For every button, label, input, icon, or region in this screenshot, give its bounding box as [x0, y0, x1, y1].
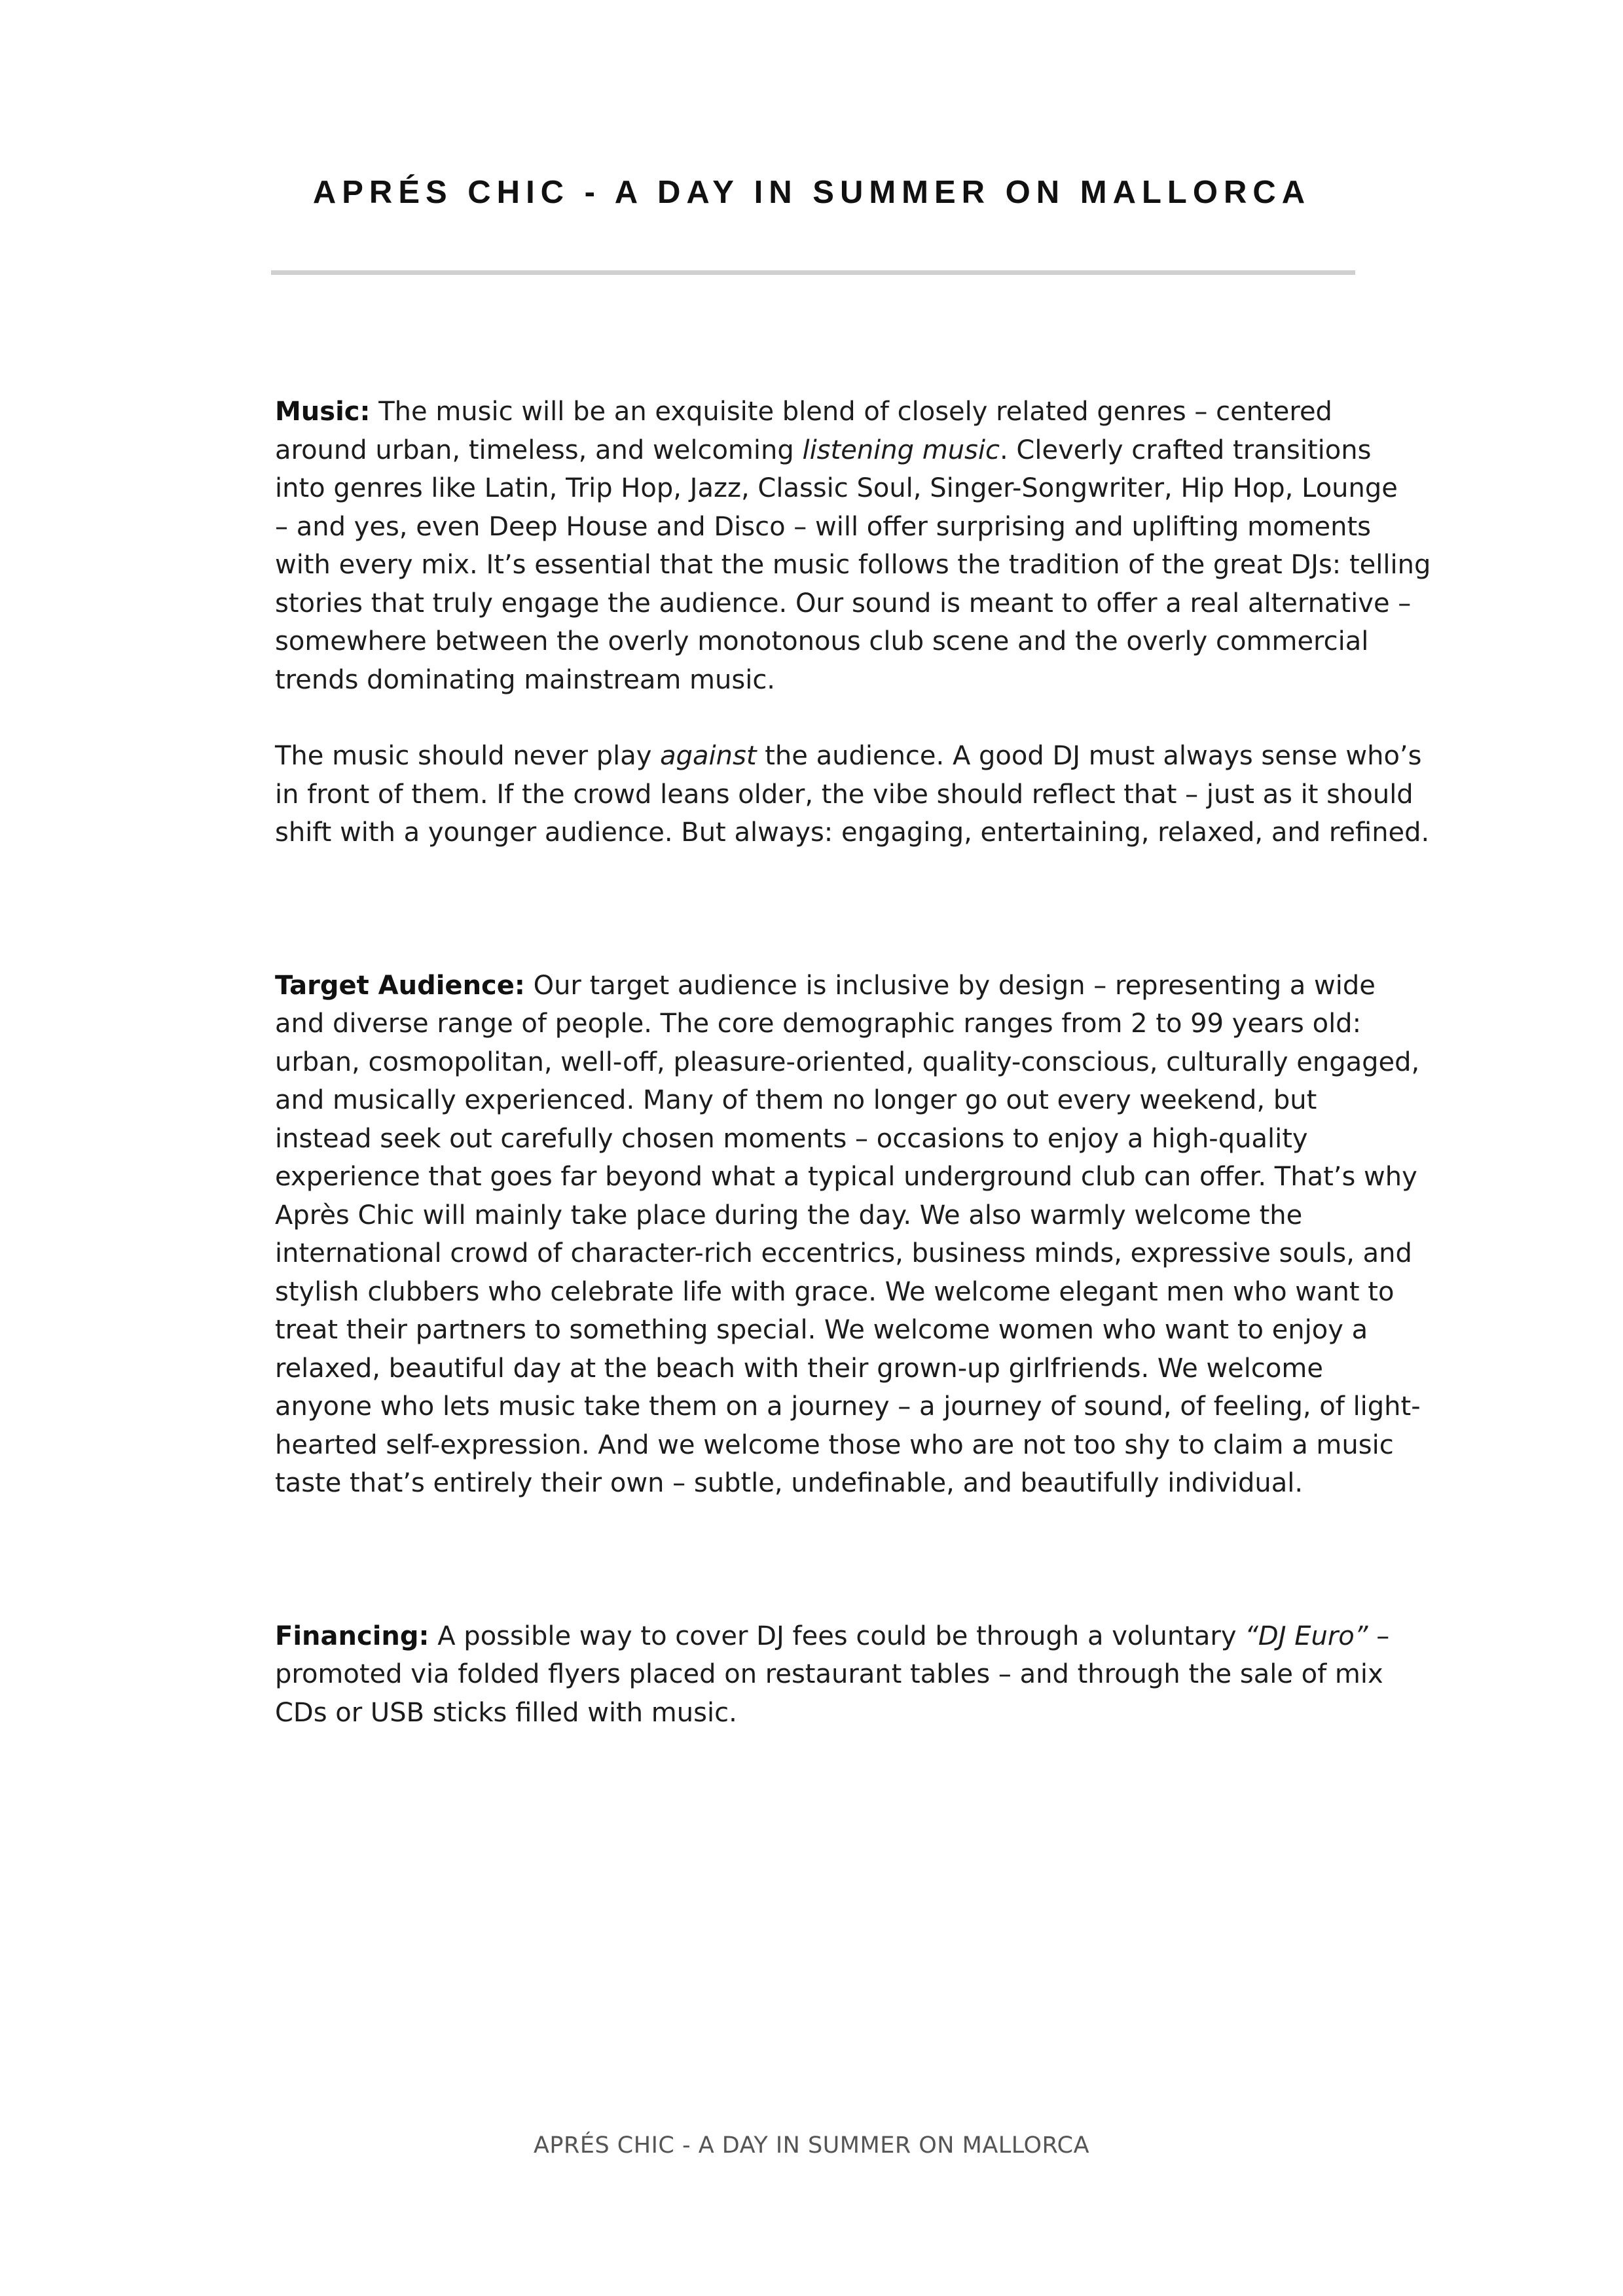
- text-line: instead seek out carefully chosen moments – occasions to enjoy a high-quality: [275, 1123, 1308, 1154]
- emphasis-text: listening music: [802, 435, 1000, 465]
- text-line: [275, 393, 1362, 431]
- text-line: Après Chic will mainly take place during the day. We also warmly welcome the: [275, 1200, 1303, 1230]
- emphasis-text: “DJ Euro”: [1245, 1621, 1368, 1651]
- music-paragraph: [275, 393, 1431, 699]
- target-audience-label: Target Audience:: [275, 970, 525, 1001]
- text-line: [275, 737, 1422, 776]
- text-fragment: . Cleverly crafted transitions: [1000, 435, 1372, 465]
- financing-paragraph: [275, 1617, 1390, 1732]
- text-line: and diverse range of people. The core demographic ranges from 2 to 99 years old:: [275, 1009, 1362, 1039]
- paragraph-gap: [275, 699, 1362, 737]
- text-line: promoted via folded flyers placed on restaurant tables – and through the sale of mix: [275, 1659, 1383, 1689]
- page-footer: APRÉS CHIC - A DAY IN SUMMER ON MALLORCA: [533, 2132, 1090, 2159]
- page-title: APRÉS CHIC - A DAY IN SUMMER ON MALLORCA: [312, 175, 1311, 210]
- section-gap: [275, 852, 1362, 967]
- text-line: taste that’s entirely their own – subtle, undefinable, and beautifully individual.: [275, 1468, 1304, 1498]
- text-line: stories that truly engage the audience. Our sound is meant to offer a real alternative –: [275, 588, 1412, 619]
- text-line: relaxed, beautiful day at the beach with their grown-up girlfriends. We welcome: [275, 1353, 1323, 1384]
- music-audience-paragraph: [275, 737, 1430, 852]
- text-line: shift with a younger audience. But always: engaging, entertaining, relaxed, and refined.: [275, 817, 1430, 848]
- text-line: trends dominating mainstream music.: [275, 664, 776, 695]
- text-fragment: around urban, timeless, and welcoming: [275, 435, 803, 465]
- text-line: urban, cosmopolitan, well-off, pleasure-oriented, quality-conscious, culturally engaged,: [275, 1047, 1420, 1077]
- text-fragment: Our target audience is inclusive by design – representing a wide: [524, 970, 1376, 1001]
- music-label: Music:: [275, 397, 371, 427]
- text-line: [275, 1617, 1390, 1656]
- text-line: CDs or USB sticks filled with music.: [275, 1697, 737, 1728]
- text-line: anyone who lets music take them on a journey – a journey of sound, of feeling, of light-: [275, 1391, 1421, 1422]
- section-gap: [275, 1503, 1362, 1617]
- text-line: – and yes, even Deep House and Disco – will offer surprising and uplifting moments: [275, 511, 1372, 542]
- emphasis-text: against: [660, 741, 757, 771]
- text-line: treat their partners to something special. We welcome women who want to enjoy a: [275, 1315, 1368, 1345]
- text-fragment: the audience. A good DJ must always sense who’s: [756, 741, 1422, 771]
- text-line: stylish clubbers who celebrate life with grace. We welcome elegant men who want to: [275, 1276, 1395, 1307]
- text-line: experience that goes far beyond what a typical underground club can offer. That’s why: [275, 1162, 1417, 1192]
- text-line: and musically experienced. Many of them no longer go out every weekend, but: [275, 1085, 1317, 1115]
- text-line: somewhere between the overly monotonous club scene and the overly commercial: [275, 626, 1369, 656]
- document-body: [275, 393, 1431, 1732]
- text-fragment: The music will be an exquisite blend of closely related genres – centered: [370, 397, 1332, 427]
- text-line: in front of them. If the crowd leans older, the vibe should reflect that – just as it should: [275, 779, 1413, 810]
- text-line: international crowd of character-rich eccentrics, business minds, expressive souls, and: [275, 1238, 1412, 1268]
- financing-label: Financing:: [275, 1621, 429, 1651]
- text-fragment: –: [1368, 1621, 1390, 1651]
- header-divider: [271, 270, 1355, 275]
- text-line: [275, 967, 1376, 1005]
- text-fragment: The music should never play: [275, 741, 661, 771]
- text-line: into genres like Latin, Trip Hop, Jazz, Classic Soul, Singer-Songwriter, Hip Hop, Lounge: [275, 473, 1398, 503]
- text-fragment: A possible way to cover DJ fees could be through a voluntary: [429, 1621, 1245, 1651]
- text-line: with every mix. It’s essential that the music follows the tradition of the great DJs: telling: [275, 550, 1431, 580]
- text-line: hearted self-expression. And we welcome those who are not too shy to claim a music: [275, 1429, 1394, 1460]
- text-line: [275, 431, 1372, 470]
- target-audience-paragraph: [275, 967, 1421, 1503]
